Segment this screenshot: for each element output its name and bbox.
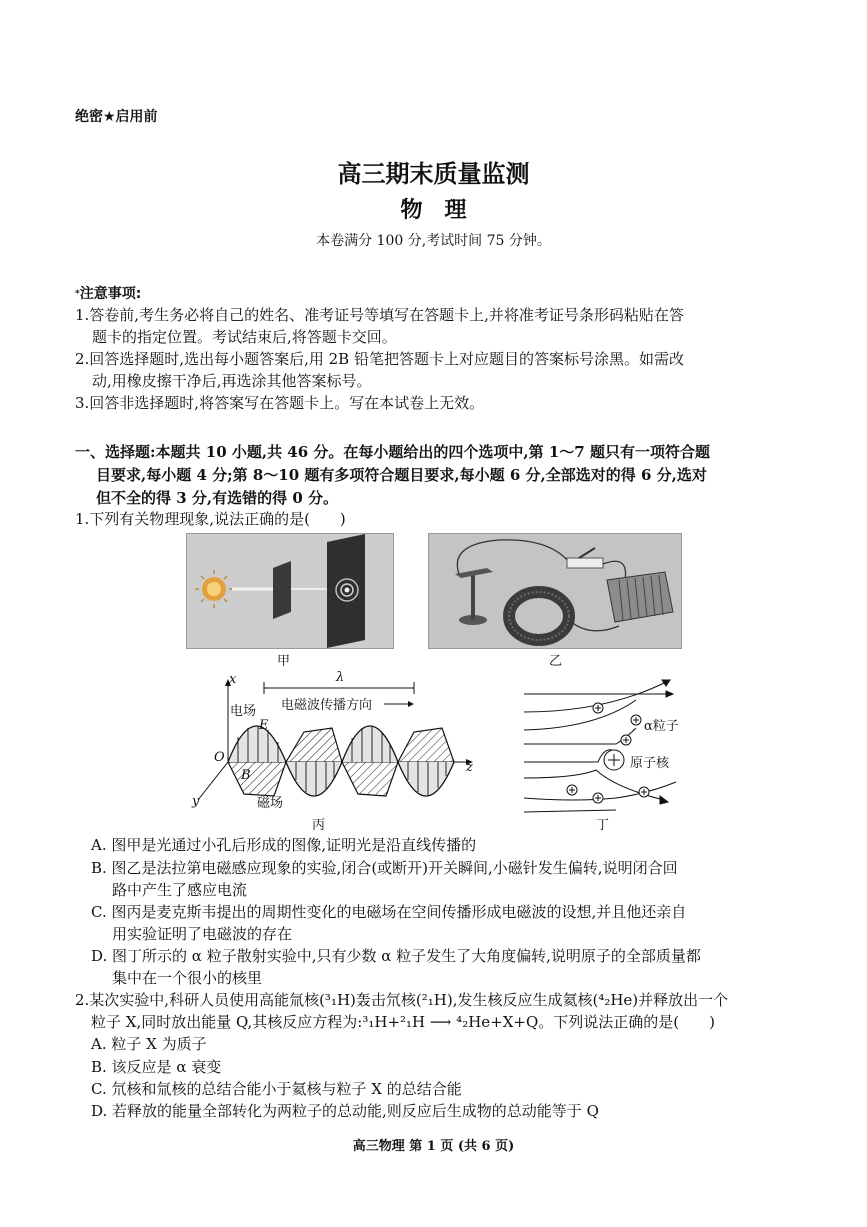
figure-jia-label: 甲 bbox=[277, 654, 291, 669]
note-item-1-line-1: 1.答卷前,考生务必将自己的姓名、准考证号等填写在答题卡上,并将准考证号条形码粘贴在答 bbox=[75, 306, 684, 324]
q1-option-a: A. 图甲是光通过小孔后形成的图像,证明光是沿直线传播的 bbox=[91, 836, 477, 854]
alpha-particle-label: α粒子 bbox=[644, 719, 679, 734]
wave-e-label: E bbox=[259, 718, 269, 733]
section1-line-3: 但不全的得 3 分,有选错的得 0 分。 bbox=[96, 489, 338, 507]
figure-jia-pinhole bbox=[186, 533, 394, 649]
q1-option-c-line-2: 用实验证明了电磁波的存在 bbox=[112, 925, 293, 943]
wave-origin-label: O bbox=[214, 750, 225, 765]
wave-lambda-label: λ bbox=[336, 670, 345, 685]
note-item-2-line-2: 动,用橡皮擦干净后,再选涂其他答案标号。 bbox=[92, 372, 372, 390]
confidential-mark: 绝密★启用前 bbox=[75, 109, 158, 125]
notes-heading: *注意事项: bbox=[75, 286, 142, 302]
figure-bing-em-wave bbox=[186, 670, 486, 815]
wave-y-label: y bbox=[192, 794, 200, 809]
q2-option-d: D. 若释放的能量全部转化为两粒子的总动能,则反应后生成物的总动能等于 Q bbox=[91, 1102, 599, 1120]
q2-option-a: A. 粒子 X 为质子 bbox=[91, 1035, 207, 1053]
q1-option-b-line-1: B. 图乙是法拉第电磁感应现象的实验,闭合(或断开)开关瞬间,小磁针发生偏转,说明闭合回 bbox=[91, 859, 678, 877]
q2-option-c: C. 氘核和氚核的总结合能小于氦核与粒子 X 的总结合能 bbox=[91, 1080, 462, 1098]
q1-stem: 1.下列有关物理现象,说法正确的是( ) bbox=[75, 510, 346, 528]
wave-x-label: x bbox=[229, 672, 237, 687]
figure-yi-faraday bbox=[428, 533, 682, 649]
q1-option-d-line-1: D. 图丁所示的 α 粒子散射实验中,只有少数 α 粒子发生了大角度偏转,说明原子的全部质量都 bbox=[91, 947, 701, 965]
figure-bing-label: 丙 bbox=[312, 818, 326, 833]
q2-stem-line-2: 粒子 X,同时放出能量 Q,其核反应方程为:³₁H+²₁H ⟶ ⁴₂He+X+Q。下列说法正确的是( ) bbox=[91, 1013, 715, 1031]
wave-direction-label: 电磁波传播方向 bbox=[281, 698, 373, 713]
exam-info: 本卷满分 100 分,考试时间 75 分钟。 bbox=[316, 233, 551, 249]
page-footer: 高三物理 第 1 页 (共 6 页) bbox=[352, 1139, 515, 1154]
section1-line-1: 一、选择题:本题共 10 小题,共 46 分。在每小题给出的四个选项中,第 1～7 题只有一项符合题 bbox=[75, 443, 710, 461]
q1-option-b-line-2: 路中产生了感应电流 bbox=[112, 881, 248, 899]
figure-ding-label: 丁 bbox=[596, 818, 610, 833]
wave-efield-label: 电场 bbox=[230, 704, 257, 719]
note-item-2-line-1: 2.回答选择题时,选出每小题答案后,用 2B 铅笔把答题卡上对应题目的答案标号涂黑。如需改 bbox=[75, 350, 684, 368]
wave-z-label: z bbox=[466, 760, 473, 775]
note-item-3: 3.回答非选择题时,将答案写在答题卡上。写在本试卷上无效。 bbox=[75, 394, 485, 412]
section1-line-2: 目要求,每小题 4 分;第 8～10 题有多项符合题目要求,每小题 6 分,全部选对的得 6 分,选对 bbox=[96, 466, 707, 484]
q1-option-d-line-2: 集中在一个很小的核里 bbox=[112, 969, 263, 987]
exam-subject: 物 理 bbox=[400, 197, 467, 223]
nucleus-label: 原子核 bbox=[630, 756, 670, 771]
exam-title: 高三期末质量监测 bbox=[337, 159, 530, 188]
q2-option-b: B. 该反应是 α 衰变 bbox=[91, 1058, 222, 1076]
wave-b-label: B bbox=[241, 768, 251, 783]
figure-yi-label: 乙 bbox=[549, 654, 563, 669]
q2-stem-line-1: 2.某次实验中,科研人员使用高能氚核(³₁H)轰击氘核(²₁H),发生核反应生成氦核(⁴₂He)并释放出一个 bbox=[75, 991, 729, 1009]
wave-bfield-label: 磁场 bbox=[257, 796, 284, 811]
figure-ding-alpha-scattering bbox=[516, 678, 696, 813]
note-item-1-line-2: 题卡的指定位置。考试结束后,将答题卡交回。 bbox=[92, 328, 397, 346]
q1-option-c-line-1: C. 图丙是麦克斯韦提出的周期性变化的电磁场在空间传播形成电磁波的设想,并且他还亲自 bbox=[91, 903, 687, 921]
